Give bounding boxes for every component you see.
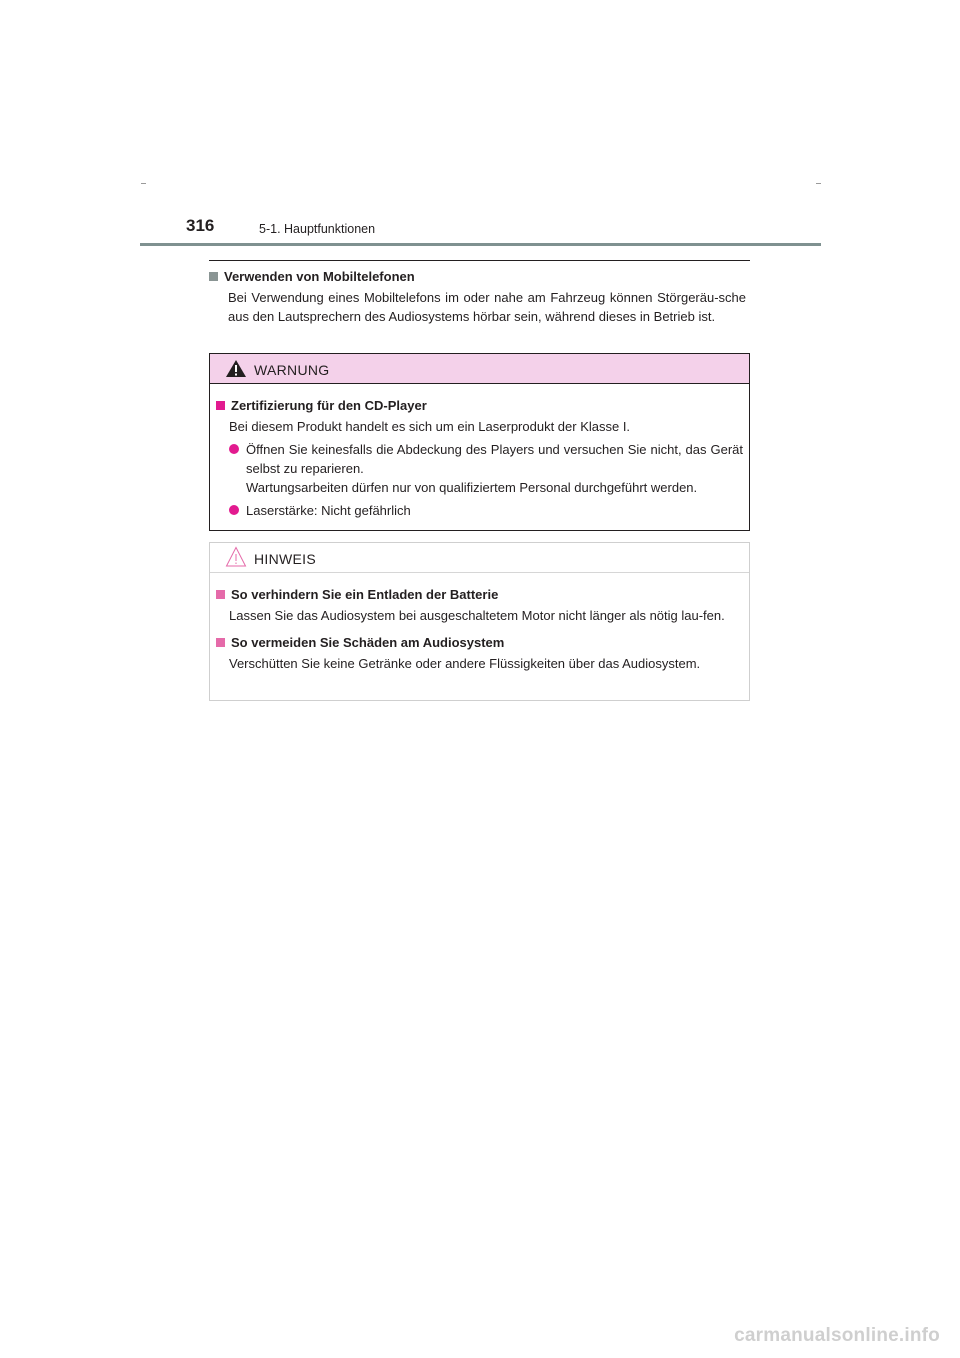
warning-body [210,384,749,520]
mobile-phone-heading [209,269,746,284]
note-heading-text: So vermeiden Sie Schäden am Audiosystem [231,635,505,650]
note-header [210,543,749,573]
section-divider [209,260,750,261]
section-title: 5-1. Hauptfunktionen [259,222,376,236]
pink-dot-icon [229,505,239,515]
note-heading [216,635,743,650]
warning-bullet-line: Wartungsarbeiten dürfen nur von qualifiziertem Personal durchgeführt werden. [246,480,698,495]
warning-bullet [229,501,743,520]
warning-box [209,353,750,531]
note-text: Lassen Sie das Audiosystem bei ausgeschaltetem Motor nicht länger als nötig lau-fen. [229,608,725,623]
warning-header [210,354,749,384]
warning-heading [216,398,743,413]
crop-mark-left [141,183,146,184]
warning-heading-text: Zertifizierung für den CD-Player [231,398,427,413]
caution-triangle-icon [225,546,247,568]
mobile-phone-section [209,269,746,326]
gray-square-icon [209,272,218,281]
pink-dot-icon [229,444,239,454]
pink-square-icon [216,638,225,647]
warning-title: WARNUNG [254,362,330,378]
note-heading [216,587,743,602]
note-heading-text: So verhindern Sie ein Entladen der Batterie [231,587,499,602]
note-box [209,542,750,701]
note-body [210,573,749,673]
warning-bullet-text [246,440,743,497]
mobile-phone-text: Bei Verwendung eines Mobiltelefons im oder nahe am Fahrzeug können Störgeräu-sche aus den Lautsprechern des Audiosystems hörbar sein, während dieses in Betrieb ist. [228,290,746,324]
warning-bullet-text: Laserstärke: Nicht gefährlich [246,503,411,518]
crop-mark-right [816,183,821,184]
note-text: Verschütten Sie keine Getränke oder andere Flüssigkeiten über das Audiosystem. [229,656,701,671]
warning-text: Bei diesem Produkt handelt es sich um ein Laserprodukt der Klasse I. [229,419,631,434]
warning-bullet [229,440,743,497]
warning-triangle-icon [225,359,247,378]
warning-bullet-line: Öffnen Sie keinesfalls die Abdeckung des Players und versuchen Sie nicht, das Gerät selbst zu reparieren. [246,442,743,476]
note-title: HINWEIS [254,551,316,567]
page-number: 316 [186,216,215,235]
pink-square-icon [216,590,225,599]
header-rule [140,243,821,246]
mobile-phone-heading-text: Verwenden von Mobiltelefonen [224,269,415,284]
watermark: carmanualsonline.info [734,1325,940,1346]
pink-square-icon [216,401,225,410]
